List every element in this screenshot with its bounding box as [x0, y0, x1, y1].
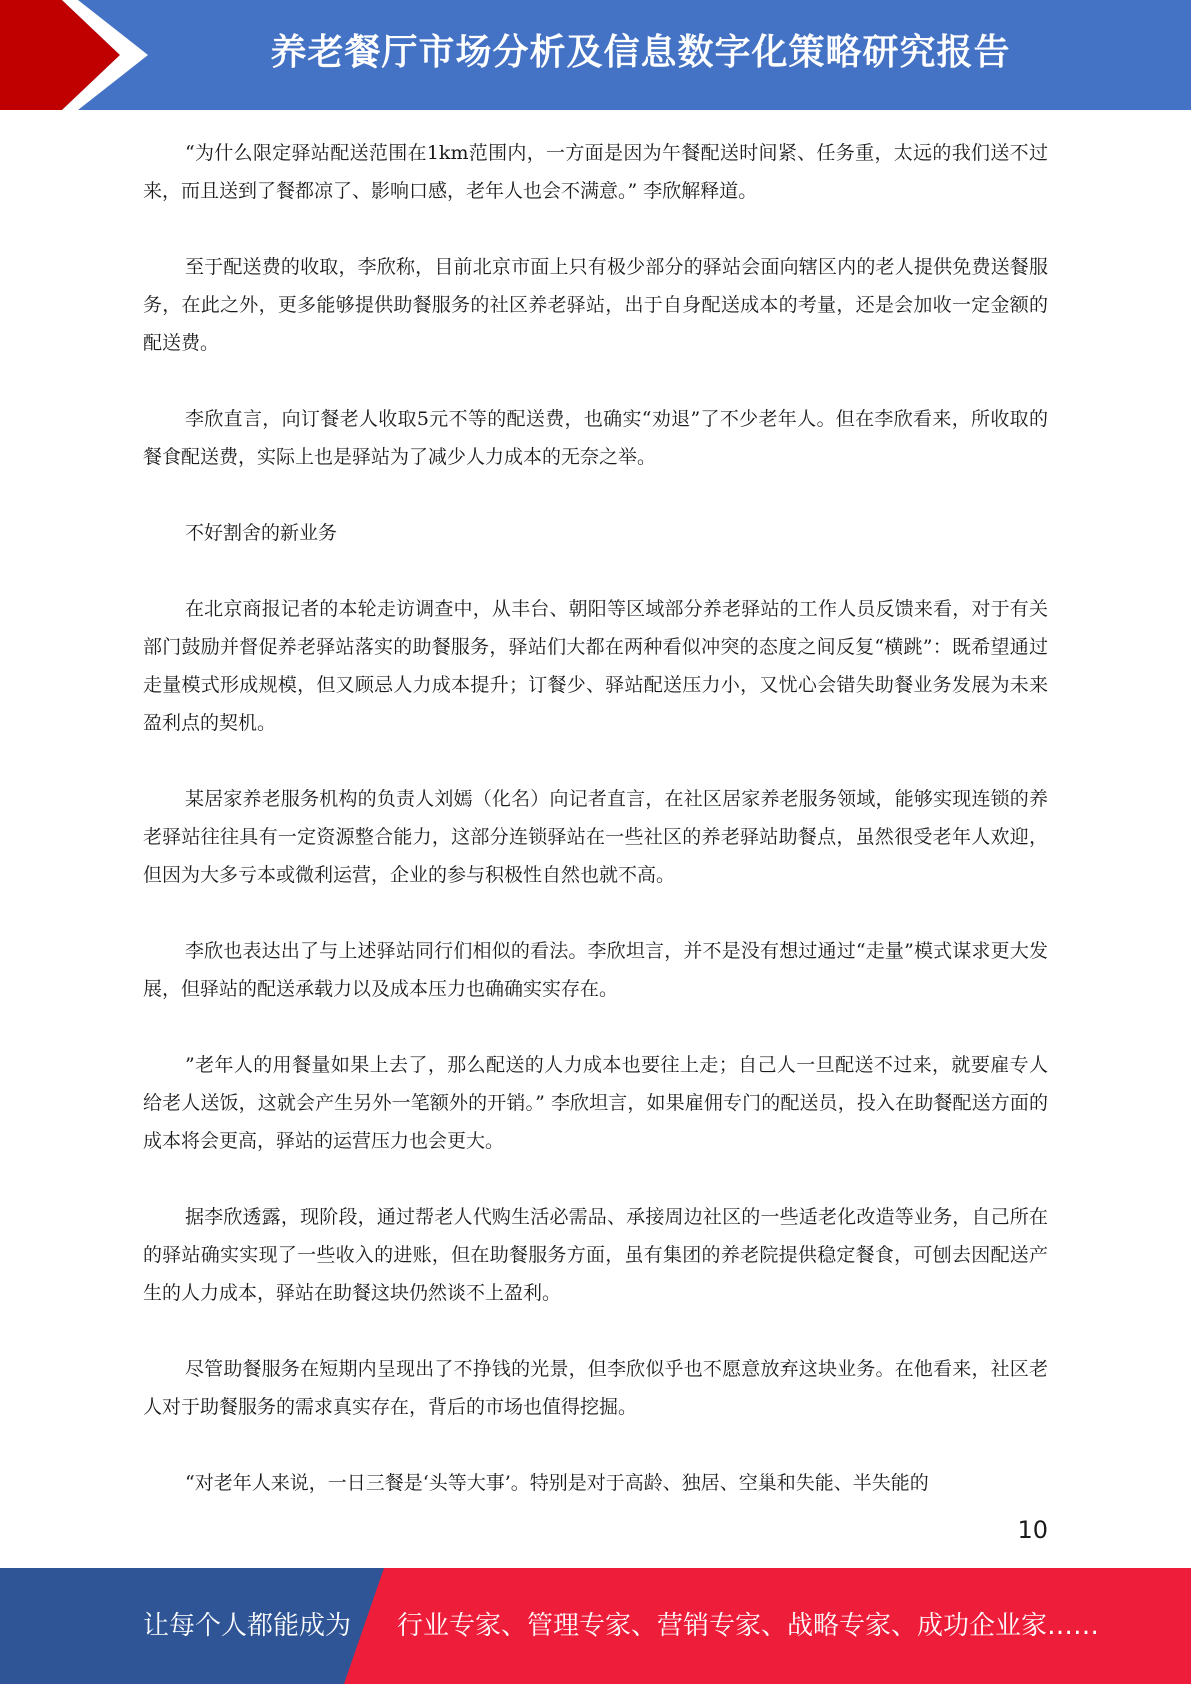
report-title: 养老餐厅市场分析及信息数字化策略研究报告 [270, 32, 1011, 73]
paragraph: “对老年人来说，一日三餐是‘头等大事’。特别是对于高龄、独居、空巢和失能、半失能的 [185, 1472, 929, 1494]
paragraph: 至于配送费的收取，李欣称，目前北京市面上只有极少部分的驿站会面向辖区内的老人提供免费送餐服务，在此之外，更多能够提供助餐服务的社区养老驿站，出于自身配送成本的考量，还是会加收一定金额的配送费。 [143, 256, 1048, 354]
page-number: 10 [1017, 1516, 1048, 1544]
paragraph: 在北京商报记者的本轮走访调查中，从丰台、朝阳等区域部分养老驿站的工作人员反馈来看，对于有关部门鼓励并督促养老驿站落实的助餐服务，驿站们大都在两种看似冲突的态度之间反复“横跳”：既希望通过走量模式形成规模，但又顾忌人力成本提升；订餐少、驿站配送压力小，又忧心会错失助餐业务发展为未来盈利点的契机。 [143, 598, 1048, 734]
paragraph: ”老年人的用餐量如果上去了，那么配送的人力成本也要往上走；自己人一旦配送不过来，就要雇专人给老人送饭，这就会产生另外一笔额外的开销。” 李欣坦言，如果雇佣专门的配送员，投入在助餐配送方面的成本将会更高，驿站的运营压力也会更大。 [143, 1054, 1048, 1152]
paragraph: 某居家养老服务机构的负责人刘嫣（化名）向记者直言，在社区居家养老服务领域，能够实现连锁的养老驿站往往具有一定资源整合能力，这部分连锁驿站在一些社区的养老驿站助餐点，虽然很受老年人欢迎，但因为大多亏本或微利运营，企业的参与积极性自然也就不高。 [143, 788, 1048, 886]
section-heading: 不好割舍的新业务 [185, 522, 338, 544]
paragraph: “为什么限定驿站配送范围在1km范围内，一方面是因为午餐配送时间紧、任务重，太远的我们送不过来，而且送到了餐都凉了、影响口感，老年人也会不满意。” 李欣解释道。 [143, 142, 1048, 202]
page-footer [0, 1568, 1191, 1684]
page-header [0, 0, 1191, 110]
footer-slogan-left: 让每个人都能成为 [143, 1611, 352, 1641]
paragraph: 据李欣透露，现阶段，通过帮老人代购生活必需品、承接周边社区的一些适老化改造等业务，自己所在的驿站确实实现了一些收入的进账，但在助餐服务方面，虽有集团的养老院提供稳定餐食，可刨去因配送产生的人力成本，驿站在助餐这块仍然谈不上盈利。 [143, 1206, 1048, 1304]
document-body [143, 134, 1048, 1540]
paragraph: 李欣也表达出了与上述驿站同行们相似的看法。李欣坦言，并不是没有想过通过“走量”模式谋求更大发展，但驿站的配送承载力以及成本压力也确确实实存在。 [143, 940, 1048, 1000]
paragraph: 李欣直言，向订餐老人收取5元不等的配送费，也确实“劝退”了不少老年人。但在李欣看来，所收取的餐食配送费，实际上也是驿站为了减少人力成本的无奈之举。 [143, 408, 1048, 468]
paragraph: 尽管助餐服务在短期内呈现出了不挣钱的光景，但李欣似乎也不愿意放弃这块业务。在他看来，社区老人对于助餐服务的需求真实存在，背后的市场也值得挖掘。 [143, 1358, 1048, 1418]
header-arrow-decoration [0, 0, 160, 110]
footer-slogan-right: 行业专家、管理专家、营销专家、战略专家、成功企业家…… [397, 1611, 1100, 1641]
